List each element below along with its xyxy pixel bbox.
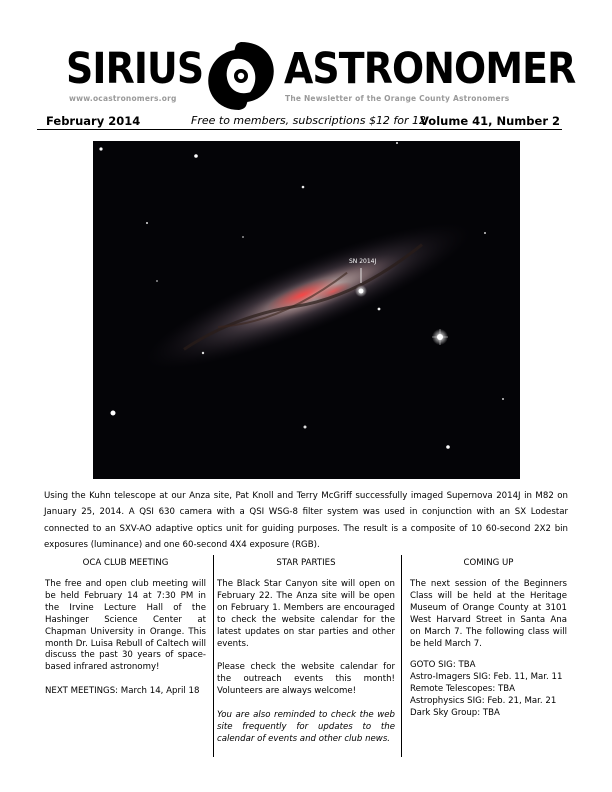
- website-url: www.ocastronomers.org: [69, 94, 177, 103]
- issue-date: February 2014: [46, 114, 141, 128]
- star-parties-heading: STAR PARTIES: [276, 558, 336, 568]
- star-parties-section: [217, 557, 395, 746]
- star-parties-body: The Black Star Canyon site will open on February 22. The Anza site will be open on February 1. Members are encouraged to check the website calendar for the latest updates on star parties and other events.: [217, 579, 395, 649]
- calendar-reminder: You are also reminded to check the web site frequently for updates to the calendar of events and other club news.: [217, 710, 395, 744]
- coming-up-heading: COMING UP: [463, 558, 514, 568]
- masthead-subtitle: The Newsletter of the Orange County Astronomers: [285, 94, 510, 103]
- column-divider: [401, 555, 402, 757]
- sig-list: [410, 660, 567, 720]
- galaxy-image: [93, 141, 520, 479]
- masthead-title-right: ASTRONOMER: [284, 44, 576, 94]
- supernova-photo: [93, 141, 520, 479]
- beginners-class-note: The next session of the Beginners Class will be held at the Heritage Museum of Orange County at 3101 West Harvard Street in Santa Ana on March 7. The following class will be held March 7.: [410, 579, 567, 649]
- club-meeting-body: The free and open club meeting will be held February 14 at 7:30 PM in the Irvine Lecture Hall of the Hashinger Science Center at Chapman University in Orange. This month Dr. Luisa Rebull of Caltech will discuss the past 30 years of space-based infrared astronomy!: [45, 579, 206, 673]
- sirius-logo-icon: [203, 38, 279, 114]
- masthead-title-left: SIRIUS: [66, 44, 204, 94]
- next-meetings: NEXT MEETINGS: March 14, April 18: [45, 686, 200, 697]
- club-meeting-section: [45, 557, 206, 698]
- column-divider: [213, 555, 214, 757]
- sig-item: Remote Telescopes: TBA: [410, 684, 515, 695]
- sig-item: Dark Sky Group: TBA: [410, 708, 500, 719]
- photo-caption: Using the Kuhn telescope at our Anza site, Pat Knoll and Terry McGriff successfully imaged Supernova 2014J in M82 on January 25, 2014. A QSI 630 camera with a QSI WSG-8 filter system was used in conjunction with an SX Lodestar connected to an SXV-AO adaptive optics unit for guiding purposes. The result is a composite of 10 60-second 2X2 bin exposures (luminance) and one 60-second 4X4 exposure (RGB).: [44, 491, 568, 550]
- sig-item: Astrophysics SIG: Feb. 21, Mar. 21: [410, 696, 557, 707]
- club-meeting-heading: OCA CLUB MEETING: [82, 558, 169, 568]
- masthead: [0, 0, 612, 112]
- sig-item: Astro-Imagers SIG: Feb. 11, Mar. 11: [410, 672, 563, 683]
- subscription-price: Free to members, subscriptions $12 for 12: [191, 114, 427, 127]
- issue-volume: Volume 41, Number 2: [420, 114, 560, 128]
- coming-up-section: [410, 557, 567, 720]
- issue-bar: [37, 114, 562, 130]
- outreach-note: Please check the website calendar for the outreach events this month! Volunteers are always welcome!: [217, 662, 395, 697]
- supernova-label: SN 2014J: [349, 258, 377, 265]
- sig-item: GOTO SIG: TBA: [410, 660, 476, 671]
